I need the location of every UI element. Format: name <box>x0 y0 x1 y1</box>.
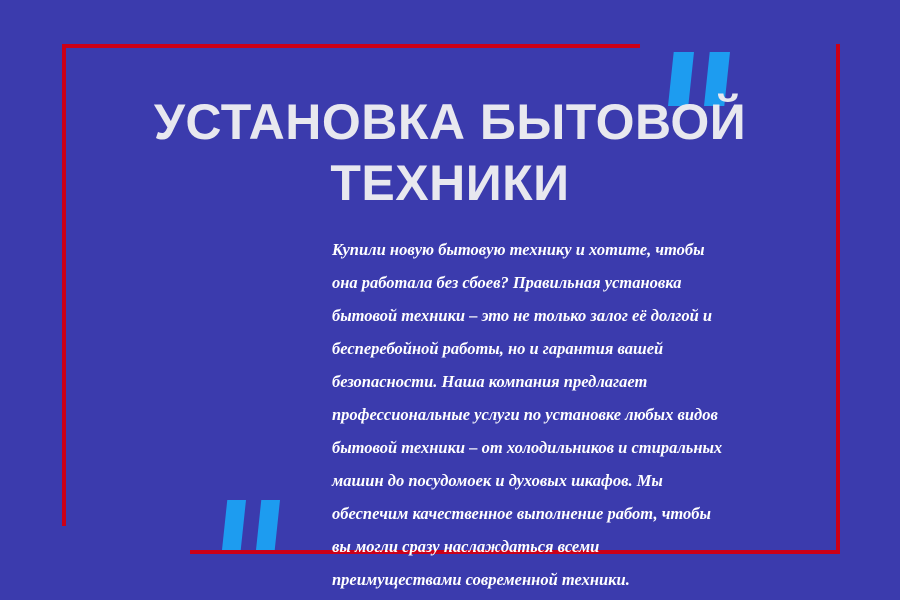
frame-border-top <box>62 44 640 48</box>
quote-bar <box>256 500 280 550</box>
frame-border-right <box>836 44 840 554</box>
body-paragraph: Купили новую бытовую технику и хотите, чтобы она работала без сбоев? Правильная установка бытовой техники – это не только залог её долгой и бесперебойной работы, но и гарантия вашей безопасности. Наша компания предлагает профессиональные услуги по установке любых видов бытовой техники – от холодильников и стиральных машин до посудомоек и духовых шкафов. Мы обеспечим качественное выполнение работ, чтобы вы могли сразу наслаждаться всеми преимуществами современной техники. <box>332 240 723 589</box>
page-title <box>80 92 820 214</box>
quotation-mark-icon-bottom <box>222 500 280 550</box>
title-line-2: ТЕХНИКИ <box>330 155 570 211</box>
quote-bar <box>222 500 246 550</box>
title-line-1: УСТАНОВКА БЫТОВОЙ <box>153 94 747 150</box>
frame-border-left <box>62 44 66 526</box>
